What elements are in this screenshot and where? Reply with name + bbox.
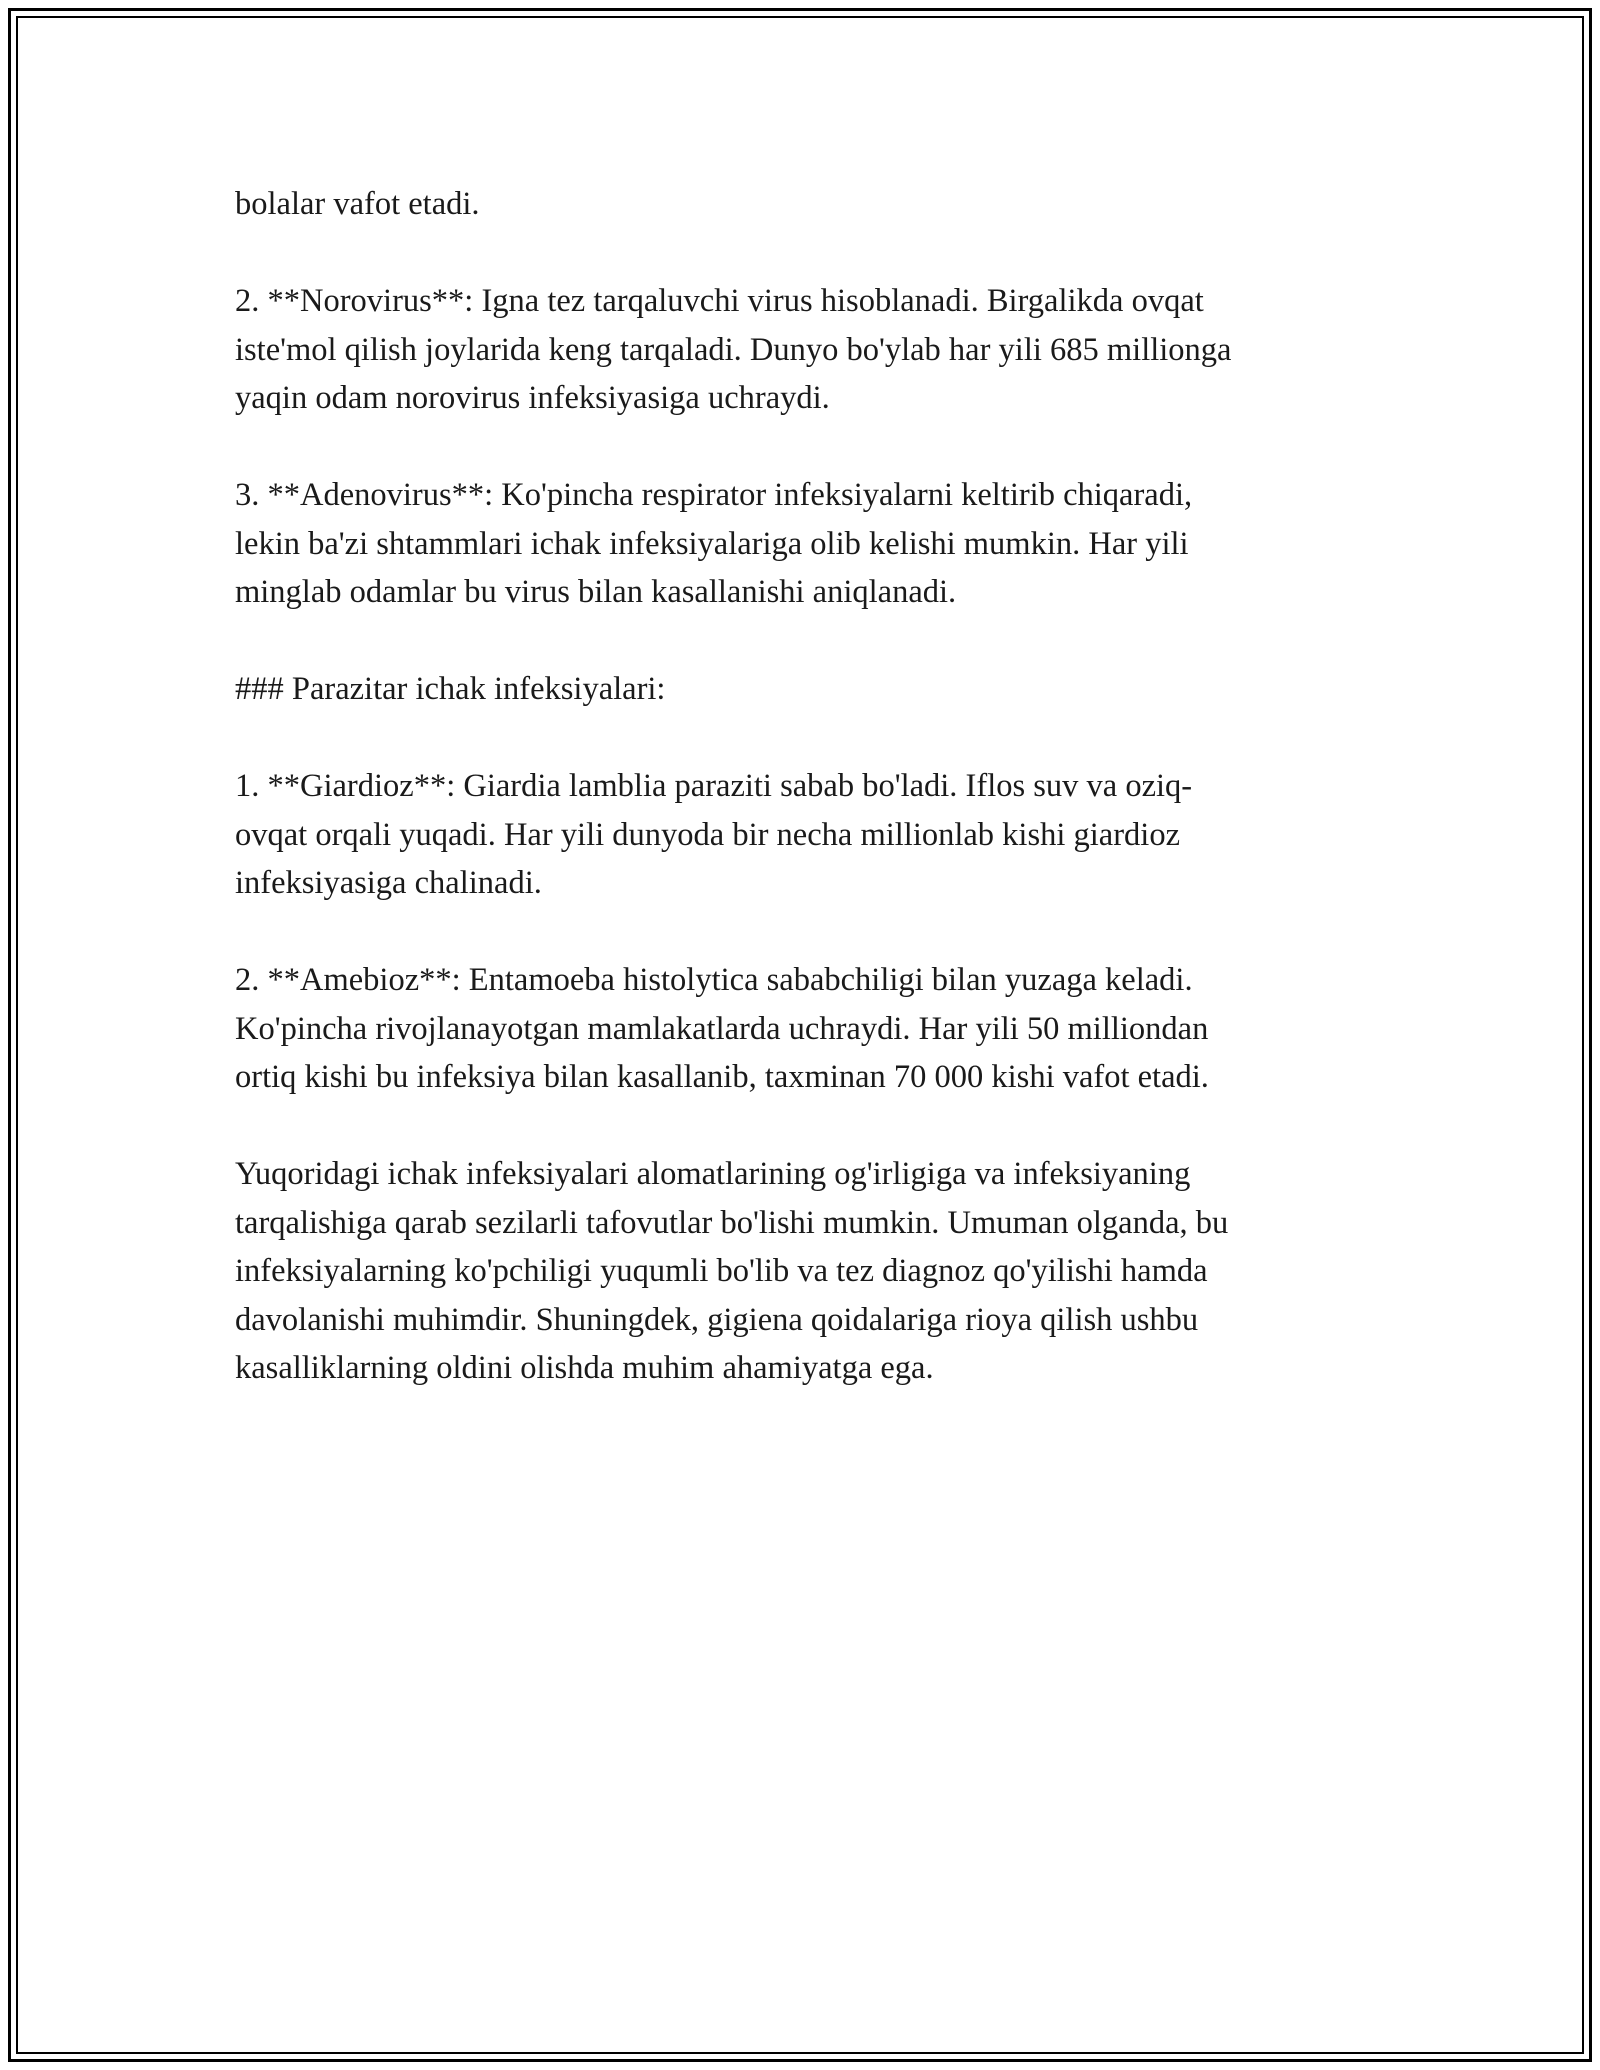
paragraph-adenovirus: 3. **Adenovirus**: Ko'pincha respirator infeksiyalarni keltirib chiqaradi, lekin ba'zi shtammlari ichak infeksiyalariga olib kelishi mumkin. Har yili minglab odamlar bu virus bilan kasallanishi aniqlanadi.: [235, 477, 1193, 610]
paragraph-amebioz: 2. **Amebioz**: Entamoeba histolytica sababchiligi bilan yuzaga keladi. Ko'pincha rivojlanayotgan mamlakatlarda uchraydi. Har yili 50 milliondan ortiq kishi bu infeksiya bilan kasallanib, taxminan 70 000 kishi vafot etadi.: [235, 962, 1209, 1095]
paragraph-giardioz: 1. **Giardioz**: Giardia lamblia paraziti sabab bo'ladi. Iflos suv va oziq- ovqat orqali yuqadi. Har yili dunyoda bir necha millionlab kishi giardioz infeksiyasiga chalinadi.: [235, 768, 1193, 901]
document-body: [235, 180, 1375, 1441]
paragraph-continuation: bolalar vafot etadi.: [235, 186, 480, 222]
section-heading-parasitic: ### Parazitar ichak infeksiyalari:: [235, 671, 666, 707]
paragraph-conclusion: Yuqoridagi ichak infeksiyalari alomatlarining og'irligiga va infeksiyaning tarqalishiga qarab sezilarli tafovutlar bo'lishi mumkin. Umuman olganda, bu infeksiyalarning ko'pchiligi yuqumli bo'lib va tez diagnoz qo'yilishi hamda davolanishi muhimdir. Shuningdek, gigiena qoidalariga rioya qilish ushbu kasalliklarning oldini olishda muhim ahamiyatga ega.: [235, 1156, 1229, 1386]
paragraph-norovirus: 2. **Norovirus**: Igna tez tarqaluvchi virus hisoblanadi. Birgalikda ovqat iste'mol qilish joylarida keng tarqaladi. Dunyo bo'ylab har yili 685 millionga yaqin odam norovirus infeksiyasiga uchraydi.: [235, 283, 1232, 416]
